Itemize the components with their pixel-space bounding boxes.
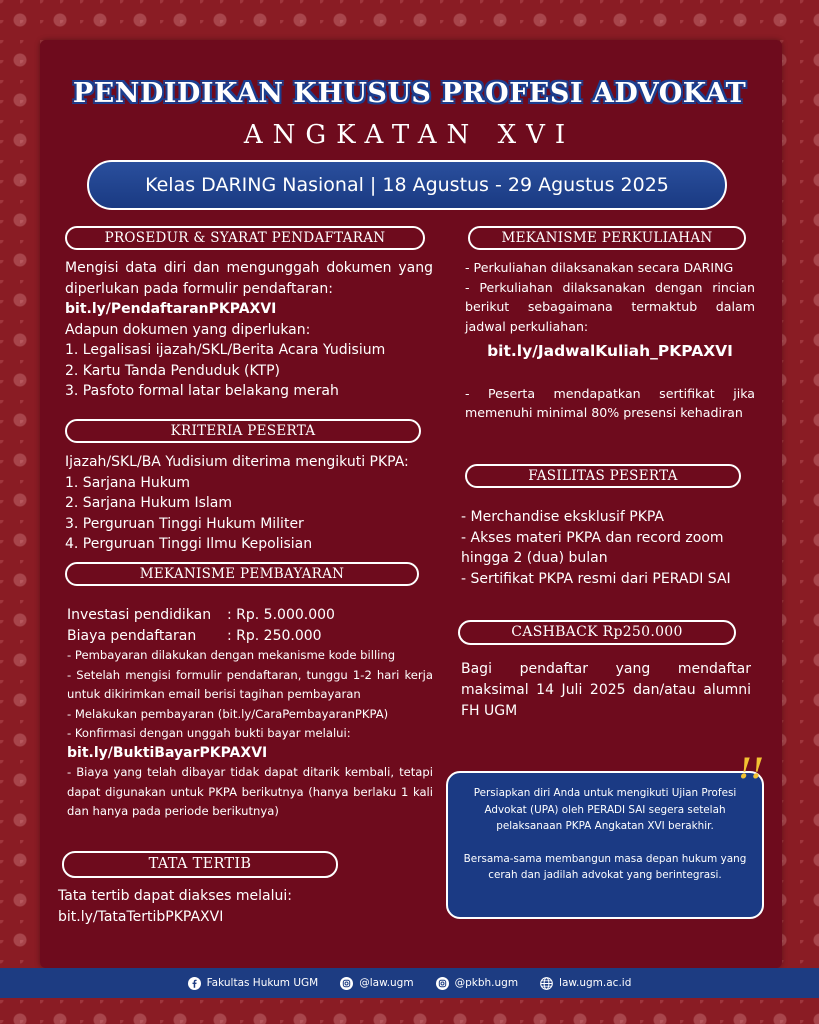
footer-facebook[interactable] [188, 977, 319, 990]
section-cashback [461, 659, 751, 722]
instagram-icon [436, 977, 449, 990]
fasilitas-item: - Sertifikat PKPA resmi dari PERADI SAI [461, 570, 731, 587]
fasilitas-item: - Merchandise eksklusif PKPA [461, 509, 664, 525]
prosedur-intro: Mengisi data diri dan mengunggah dokumen yang diperlukan pada formulir pendaftaran: [65, 260, 433, 297]
tata-tertib-link[interactable]: bit.ly/TataTertibPKPAXVI [58, 909, 224, 925]
fee-label: Investasi pendidikan [67, 607, 212, 623]
kriteria-item: 3. Perguruan Tinggi Hukum Militer [65, 515, 304, 532]
kriteria-item: 2. Sarjana Hukum Islam [65, 495, 232, 511]
perkuliahan-item: - Peserta mendapatkan sertifikat jika memenuhi minimal 80% presensi kehadiran [465, 385, 755, 420]
heading-fasilitas: FASILITAS PESERTA [465, 464, 741, 488]
perkuliahan-item: - Perkuliahan dilaksanakan secara DARING [465, 260, 734, 275]
bukti-bayar-link[interactable]: bit.ly/BuktiBayarPKPAXVI [67, 744, 268, 761]
payment-note: - Pembayaran dilakukan dengan mekanisme kode billing [67, 648, 396, 662]
payment-note: - Biaya yang telah dibayar tidak dapat ditarik kembali, tetapi dapat digunakan untuk PKPA berikutnya (hanya berlaku 1 kali dan hanya pada periode berikutnya) [67, 765, 433, 818]
kriteria-intro: Ijazah/SKL/BA Yudisium diterima mengikuti PKPA: [65, 454, 409, 470]
kriteria-item: 1. Sarjana Hukum [65, 474, 190, 491]
cashback-text: Bagi pendaftar yang mendaftar maksimal 14 Juli 2025 dan/atau alumni FH UGM [461, 661, 751, 719]
jadwal-link[interactable]: bit.ly/JadwalKuliah_PKPAXVI [487, 342, 733, 360]
footer-website[interactable] [540, 977, 631, 990]
notice-para: Bersama-sama membangun masa depan hukum yang cerah dan jadilah advokat yang berintegrasi. [463, 852, 747, 881]
section-fasilitas [461, 507, 757, 589]
facebook-icon [188, 977, 201, 990]
facebook-label: Fakultas Hukum UGM [206, 977, 319, 989]
payment-note: - Konfirmasi dengan unggah bukti bayar melalui: [67, 726, 351, 740]
section-pembayaran [67, 605, 433, 822]
website-label: law.ugm.ac.id [559, 977, 632, 989]
doc-item: 1. Legalisasi ijazah/SKL/Berita Acara Yudisium [65, 342, 386, 358]
notice-para: Persiapkan diri Anda untuk mengikuti Ujian Profesi Advokat (UPA) oleh PERADI SAI segera setelah pelaksanaan PKPA Angkatan XVI berakhir. [473, 787, 737, 832]
payment-note: - Setelah mengisi formulir pendaftaran, tunggu 1-2 hari kerja untuk dikirimkan email berisi tagihan pembayaran [67, 667, 433, 701]
globe-icon [540, 977, 553, 990]
instagram-label: @pkbh.ugm [454, 977, 519, 989]
section-kriteria [65, 452, 433, 555]
heading-tata-tertib: TATA TERTIB [62, 851, 338, 878]
section-perkuliahan [465, 258, 755, 423]
payment-note: - Melakukan pembayaran (bit.ly/CaraPembayaranPKPA) [67, 706, 389, 721]
footer-bar [0, 968, 819, 998]
heading-prosedur: PROSEDUR & SYARAT PENDAFTARAN [65, 226, 425, 250]
docs-intro: Adapun dokumen yang diperlukan: [65, 321, 311, 338]
tata-tertib-text: Tata tertib dapat diakses melalui: [58, 888, 292, 904]
fee-value: : Rp. 250.000 [227, 627, 322, 644]
heading-cashback: CASHBACK Rp250.000 [458, 620, 736, 645]
heading-kriteria: KRITERIA PESERTA [65, 419, 421, 443]
fee-value: : Rp. 5.000.000 [227, 607, 335, 623]
heading-perkuliahan: MEKANISME PERKULIAHAN [468, 226, 746, 250]
doc-item: 2. Kartu Tanda Penduduk (KTP) [65, 362, 281, 379]
kriteria-item: 4. Perguruan Tinggi Ilmu Kepolisian [65, 536, 313, 552]
heading-pembayaran: MEKANISME PEMBAYARAN [65, 562, 419, 586]
footer-instagram-pkbh[interactable] [436, 977, 518, 990]
section-prosedur [65, 258, 433, 402]
instagram-icon [340, 977, 353, 990]
instagram-label: @law.ugm [359, 977, 414, 989]
exclamation-icon: !! [739, 752, 764, 785]
footer-instagram-law[interactable] [340, 977, 413, 990]
doc-item: 3. Pasfoto formal latar belakang merah [65, 383, 339, 399]
fee-label: Biaya pendaftaran [67, 627, 197, 644]
date-banner: Kelas DARING Nasional | 18 Agustus - 29 Agustus 2025 [87, 160, 727, 210]
subtitle: ANGKATAN XVI [243, 120, 576, 150]
section-tata-tertib [58, 886, 348, 928]
fee-row [67, 605, 433, 626]
fasilitas-item: - Akses materi PKPA dan record zoom hingga 2 (dua) bulan [461, 529, 724, 566]
main-title: PENDIDIKAN KHUSUS PROFESI ADVOKAT [72, 78, 747, 109]
fee-row [67, 626, 433, 647]
pendaftaran-link[interactable]: bit.ly/PendaftaranPKPAXVI [65, 301, 277, 317]
notice-box [446, 771, 764, 919]
perkuliahan-item: - Perkuliahan dilaksanakan dengan rincian berikut sebagaimana termaktub dalam jadwal perkuliahan: [465, 279, 755, 334]
